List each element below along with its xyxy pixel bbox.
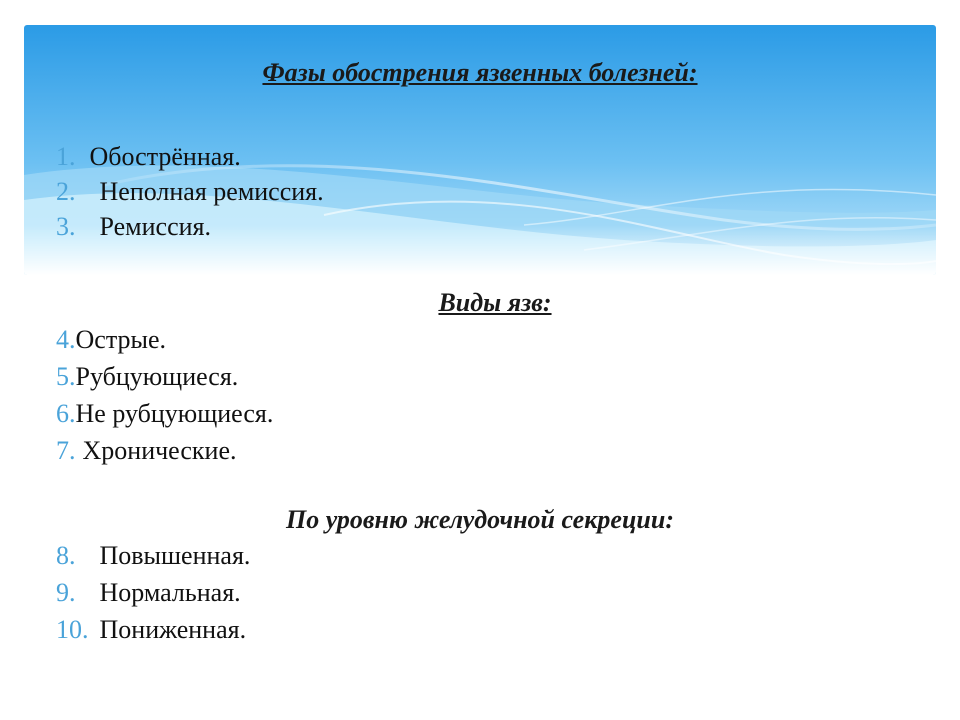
list-item-phase-1 — [56, 142, 241, 172]
list-item-type-7 — [56, 436, 237, 466]
item-text: Не рубцующиеся. — [75, 399, 274, 428]
item-text: Обострённая. — [89, 142, 241, 171]
item-number: 3. — [56, 212, 76, 241]
item-text: Острые. — [75, 325, 167, 354]
item-text: Неполная ремиссия. — [99, 177, 324, 206]
item-text: Нормальная. — [99, 578, 241, 607]
list-item-phase-3 — [56, 212, 211, 242]
list-item-type-5 — [56, 362, 238, 392]
item-number: 4. — [56, 325, 76, 354]
item-number: 1. — [56, 142, 76, 171]
item-number: 8. — [56, 541, 76, 570]
list-item-secretion-9 — [56, 578, 241, 608]
list-item-type-4 — [56, 325, 166, 355]
heading-secretion: По уровню желудочной секреции: — [286, 505, 674, 534]
item-text: Пониженная. — [99, 615, 247, 644]
item-number: 10. — [56, 615, 89, 644]
item-number: 2. — [56, 177, 76, 206]
item-text: Хронические. — [82, 436, 237, 465]
heading-phases: Фазы обострения язвенных болезней: — [262, 58, 698, 87]
item-number: 6. — [56, 399, 76, 428]
item-number: 9. — [56, 578, 76, 607]
item-number: 7. — [56, 436, 76, 465]
list-item-type-6 — [56, 399, 273, 429]
item-text: Рубцующиеся. — [75, 362, 239, 391]
heading-types: Виды язв: — [438, 288, 552, 317]
item-number: 5. — [56, 362, 76, 391]
list-item-secretion-8 — [56, 541, 250, 571]
list-item-secretion-10 — [56, 615, 246, 645]
list-item-phase-2 — [56, 177, 324, 207]
item-text: Ремиссия. — [99, 212, 211, 241]
item-text: Повышенная. — [99, 541, 251, 570]
